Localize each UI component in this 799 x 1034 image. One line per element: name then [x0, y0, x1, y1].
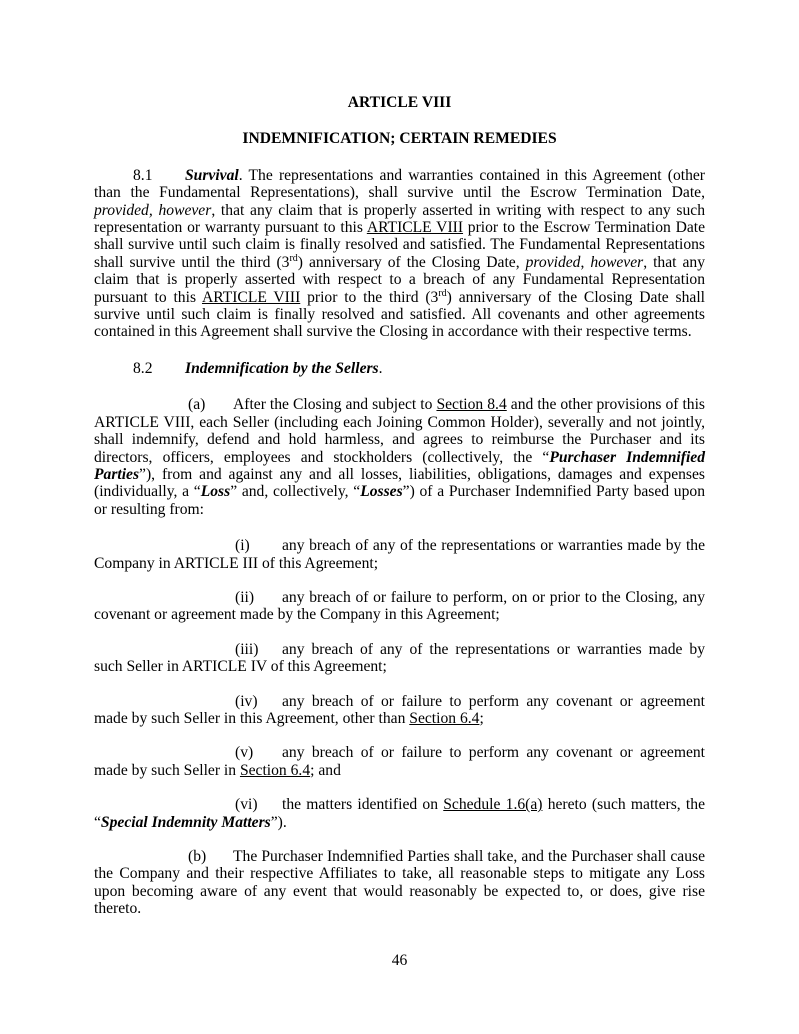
clause-text: any breach of any of the representations or warranties made by such Seller in ARTICLE IV of this Agreement; — [94, 640, 705, 676]
section-text: ) anniversary of the Closing Date, — [297, 253, 526, 271]
proviso-text: however — [590, 253, 644, 271]
paragraph-text: and the other provisions of this ARTICLE VIII, each Seller (including each Joining Common Holder), severally and not jointly, shall indemnify, defend and hold harmless, and agrees to reimburse the Purchaser and its directors, officers, employees and stockholders (collectively, the “ — [94, 396, 706, 466]
cross-reference: Section 8.4 — [436, 396, 507, 414]
section-8-2 — [94, 360, 705, 377]
ordinal-suffix: rd — [289, 252, 298, 264]
paragraph-b — [94, 848, 705, 918]
defined-term: Special Indemnity Matters — [100, 813, 271, 831]
paragraph-text: ” and, collectively, “ — [230, 483, 361, 501]
cross-reference: ARTICLE VIII — [201, 288, 301, 306]
paragraph-label: (b) — [188, 848, 207, 865]
clause-i — [94, 537, 705, 572]
cross-reference: ARTICLE VIII — [366, 219, 464, 237]
clause-ii — [94, 589, 705, 624]
clause-text: hereto (such matters, the “ — [94, 796, 705, 831]
cross-reference: Section 6.4 — [239, 761, 311, 779]
clause-text: any breach of any of the representations or warranties made by the Company in ARTICLE III of this Agreement; — [94, 537, 705, 572]
article-subtitle: INDEMNIFICATION; CERTAIN REMEDIES — [242, 130, 557, 148]
clause-text: ”). — [270, 813, 287, 831]
paragraph-a — [94, 396, 705, 518]
section-heading: Survival — [185, 166, 239, 184]
section-number: 8.1 — [133, 166, 153, 184]
section-text: , that any claim that is properly asserted with respect to a breach of any Fundamental Representation pursuant to this — [94, 253, 705, 306]
proviso-text: provided — [525, 253, 581, 271]
clause-label: (i) — [235, 537, 250, 555]
clause-iv — [94, 693, 705, 728]
article-title: ARTICLE VIII — [347, 94, 452, 111]
section-text: , that any claim that is properly asserted in writing with respect to any such representation or warranty pursuant to this — [94, 201, 706, 237]
clause-text: any breach of or failure to perform any covenant or agreement made by such Seller in this Agreement, other than — [94, 692, 705, 727]
section-number: 8.2 — [133, 359, 153, 377]
section-8-1 — [94, 167, 705, 341]
document-page — [94, 94, 705, 994]
ordinal-suffix: rd — [438, 287, 447, 299]
clause-text: any breach of or failure to perform any covenant or agreement made by such Seller in — [94, 744, 705, 779]
paragraph-text: ”) of a Purchaser Indemnified Party based upon or resulting from: — [94, 483, 705, 518]
defined-term: Purchaser Indemnified Parties — [94, 448, 705, 483]
clause-text: ; and — [310, 761, 341, 779]
proviso-text: provided, however — [94, 201, 212, 219]
clause-vi — [94, 796, 705, 831]
clause-label: (v) — [235, 744, 254, 762]
section-text: ) anniversary of the Closing Date shall survive until such claim is finally resolved and satisfied. All covenants and other agreements contained in this Agreement shall survive the Closing in accordance with their respective terms. — [94, 288, 705, 341]
section-text: , — [580, 253, 591, 271]
clause-iii — [94, 641, 705, 676]
clause-label: (vi) — [235, 796, 258, 814]
clause-v — [94, 744, 705, 779]
paragraph-text: After the Closing and subject to — [233, 396, 437, 414]
section-text: prior to the Escrow Termination Date shall survive until such claim is finally resolved and satisfied. The Fundamental Representations shall survive until the third (3 — [94, 219, 706, 271]
cross-reference: Schedule 1.6(a) — [443, 796, 543, 814]
clause-text: any breach of or failure to perform, on or prior to the Closing, any covenant or agreement made by the Company in this Agreement; — [94, 588, 705, 624]
paragraph-label: (a) — [188, 396, 206, 414]
clause-label: (iv) — [235, 692, 258, 710]
clause-label: (iii) — [235, 640, 259, 658]
clause-text: ; — [479, 709, 484, 727]
section-text: prior to the third (3 — [300, 288, 439, 306]
paragraph-text: ”), from and against any and all losses, liabilities, obligations, damages and expenses (individually, a “ — [94, 465, 705, 501]
section-text: . The representations and warranties contained in this Agreement (other than the Fundamental Representations), shall survive until the Escrow Termination Date, — [94, 166, 705, 202]
clause-label: (ii) — [235, 588, 255, 606]
defined-term: Losses — [360, 483, 403, 501]
section-heading: Indemnification by the Sellers — [185, 359, 379, 377]
defined-term: Loss — [200, 483, 231, 501]
clause-text: the matters identified on — [282, 796, 444, 814]
paragraph-text: The Purchaser Indemnified Parties shall take, and the Purchaser shall cause the Company and their respective Affiliates to take, all reasonable steps to mitigate any Loss upon becoming aware of any event that would reasonably be expected to, or does, give rise thereto. — [94, 848, 705, 918]
cross-reference: Section 6.4 — [409, 709, 480, 727]
page-number: 46 — [391, 952, 408, 969]
section-text: . — [378, 359, 383, 377]
